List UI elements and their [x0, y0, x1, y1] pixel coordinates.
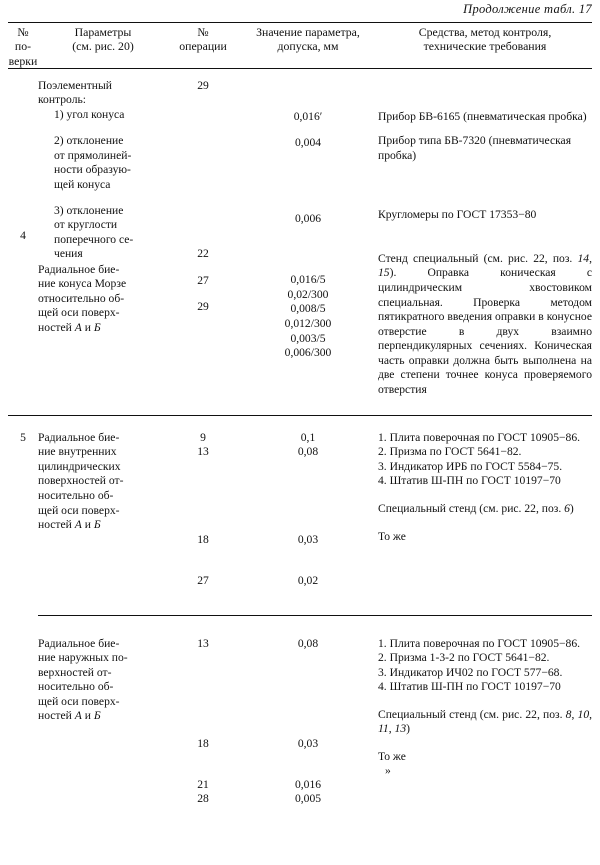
cell-means: [378, 431, 592, 589]
cell-check-no: [8, 79, 38, 398]
value: 0,02: [297, 574, 319, 588]
means-list-item: 3. Индикатор ИЧ02 по ГОСТ 577−68.: [378, 665, 563, 679]
value: 0,006/300: [284, 346, 332, 360]
cell-check-no: [8, 637, 38, 807]
value: 0,012/300: [284, 316, 332, 330]
table-body: [8, 69, 592, 821]
value: 0,016: [294, 777, 322, 791]
param-line: поперечного се-: [54, 232, 134, 246]
means-text: Прибор БВ-6165 (пневматическая пробка): [378, 109, 587, 123]
value: 0,08: [297, 445, 319, 459]
param-line: щей конуса: [54, 177, 111, 191]
param-line: относительно об-: [38, 291, 125, 305]
means-list-item: 1. Плита поверочная по ГОСТ 10905−86.: [378, 636, 581, 650]
cell-parameters: [38, 431, 168, 589]
param-line: щей оси поверх-: [38, 503, 120, 517]
header-cell-value: [238, 25, 378, 69]
cell-check-no: [8, 431, 38, 589]
cell-operation-no: [168, 637, 238, 807]
means-text: »: [385, 764, 391, 778]
header-line: допуска, мм: [277, 39, 339, 54]
cell-parameters: [38, 637, 168, 807]
param-line: поверхностей от-: [38, 474, 124, 488]
spacer-row: [8, 618, 592, 637]
operation-number: 28: [197, 792, 209, 806]
spacer-row: [8, 589, 592, 615]
value: 0,008/5: [290, 302, 326, 316]
operation-number: 27: [197, 574, 209, 588]
value: 0,03: [297, 737, 319, 751]
param-line: 2) отклонение: [54, 134, 124, 148]
param-line-ab: ностей А и Б: [38, 709, 101, 723]
table-row: [8, 637, 592, 807]
verification-table: [8, 22, 592, 821]
value: 0,006: [294, 211, 322, 225]
check-number: 5: [20, 430, 26, 444]
param-line: цилиндрических: [38, 459, 121, 473]
operation-number: 9: [200, 430, 206, 444]
spacer-row: [8, 807, 592, 821]
param-line-ab: ностей А и Б: [38, 320, 101, 334]
param-line: щей оси поверх-: [38, 306, 120, 320]
value: 0,016/5: [290, 273, 326, 287]
param-line: ние конуса Морзе: [38, 277, 127, 291]
header-row: [8, 25, 592, 69]
param-line: 3) отклонение: [54, 203, 124, 217]
spacer-row: [8, 397, 592, 415]
operation-number: 29: [197, 78, 209, 92]
header-cell-operation-no: [168, 25, 238, 69]
means-text: То же: [378, 529, 406, 543]
operation-number: 13: [197, 636, 209, 650]
cell-parameters: [38, 79, 168, 398]
means-text: Специальный стенд (см. рис. 22, поз. 8, 10, 11, 13): [378, 707, 593, 736]
param-line: щей оси поверх-: [38, 694, 120, 708]
operation-number: 18: [197, 532, 209, 546]
header-cell-means: [378, 25, 592, 69]
value: 0,003/5: [290, 331, 326, 345]
cell-operation-no: [168, 431, 238, 589]
table-header: [8, 23, 592, 69]
cell-value: [238, 79, 378, 398]
operation-number: 18: [197, 737, 209, 751]
value: 0,02/300: [287, 287, 329, 301]
running-caption: Продолжение табл. 17: [463, 2, 592, 16]
cell-value: [238, 431, 378, 589]
param-line: чения: [54, 247, 83, 261]
means-list-item: 2. Призма 1-3-2 по ГОСТ 5641−82.: [378, 651, 550, 665]
header-line: верки: [8, 53, 38, 68]
operation-number: 21: [197, 777, 209, 791]
param-line: от круглости: [54, 218, 118, 232]
param-line: Радиальное бие-: [38, 262, 120, 276]
means-text: То же: [378, 749, 406, 763]
header-cell-parameters: [38, 25, 168, 69]
table-row: [8, 79, 592, 398]
header-line: № по-: [14, 25, 32, 54]
header-line: №: [197, 25, 209, 39]
means-list-item: 4. Штатив Ш-ПН по ГОСТ 10197−70: [378, 474, 561, 488]
value: 0,1: [300, 430, 316, 444]
header-line: (см. рис. 20): [72, 39, 134, 54]
param-line: Поэлементный: [38, 78, 112, 92]
spacer-row: [8, 418, 592, 431]
cell-means: [378, 637, 592, 807]
cell-means: [378, 79, 592, 398]
param-line: ние наружных по-: [38, 651, 128, 665]
param-line: контроль:: [38, 93, 86, 107]
operation-number: 29: [197, 300, 209, 314]
header-line: Параметры: [74, 25, 132, 39]
value: 0,004: [294, 136, 322, 150]
header-line: Средства, метод контроля,: [418, 25, 552, 39]
value: 0,005: [294, 792, 322, 806]
param-line: ности образую-: [54, 163, 131, 177]
operation-number: 13: [197, 445, 209, 459]
means-paragraph: Стенд специальный (см. рис. 22, поз. 14, 15). Оправка коническая с цилиндрическим хвостовиком специальная. Проверка методом пятикратного введения оправки в конусное отверстие в двух взаимно перпендикулярных сечениях. Коническая часть оправки должна быть выполнена на две степени точнее конуса проверяемого отверстия: [378, 251, 592, 396]
table-row: [8, 431, 592, 589]
means-text: Специальный стенд (см. рис. 22, поз. 6): [378, 502, 574, 516]
param-line: 1) угол конуса: [54, 107, 125, 121]
header-line: технические требования: [423, 39, 547, 54]
param-line: ние внутренних: [38, 445, 117, 459]
operation-number: 27: [197, 273, 209, 287]
cell-operation-no: [168, 79, 238, 398]
means-list-item: 4. Штатив Ш-ПН по ГОСТ 10197−70: [378, 680, 561, 694]
means-list-item: 1. Плита поверочная по ГОСТ 10905−86.: [378, 430, 581, 444]
param-line: Радиальное бие-: [38, 636, 120, 650]
param-line-ab: ностей А и Б: [38, 518, 101, 532]
cell-value: [238, 637, 378, 807]
param-line: носительно об-: [38, 489, 114, 503]
means-list-item: 3. Индикатор ИРБ по ГОСТ 5584−75.: [378, 459, 563, 473]
header-cell-check-no: [8, 25, 38, 69]
spacer-row: [8, 69, 592, 79]
header-line: операции: [179, 39, 227, 54]
means-text: Прибор типа БВ-7320 (пневматическая пробка): [378, 134, 572, 162]
means-list-item: 2. Призма по ГОСТ 5641−82.: [378, 445, 522, 459]
param-line: от прямолиней-: [54, 148, 132, 162]
param-line: носительно об-: [38, 680, 114, 694]
param-line: верхностей от-: [38, 665, 112, 679]
header-line: Значение параметра,: [256, 25, 360, 39]
means-text: Кругломеры по ГОСТ 17353−80: [378, 208, 537, 222]
check-number: 4: [20, 228, 26, 242]
value: 0,03: [297, 532, 319, 546]
value: 0,08: [297, 636, 319, 650]
operation-number: 22: [197, 247, 209, 261]
value: 0,016′: [293, 109, 323, 123]
param-line: Радиальное бие-: [38, 430, 120, 444]
